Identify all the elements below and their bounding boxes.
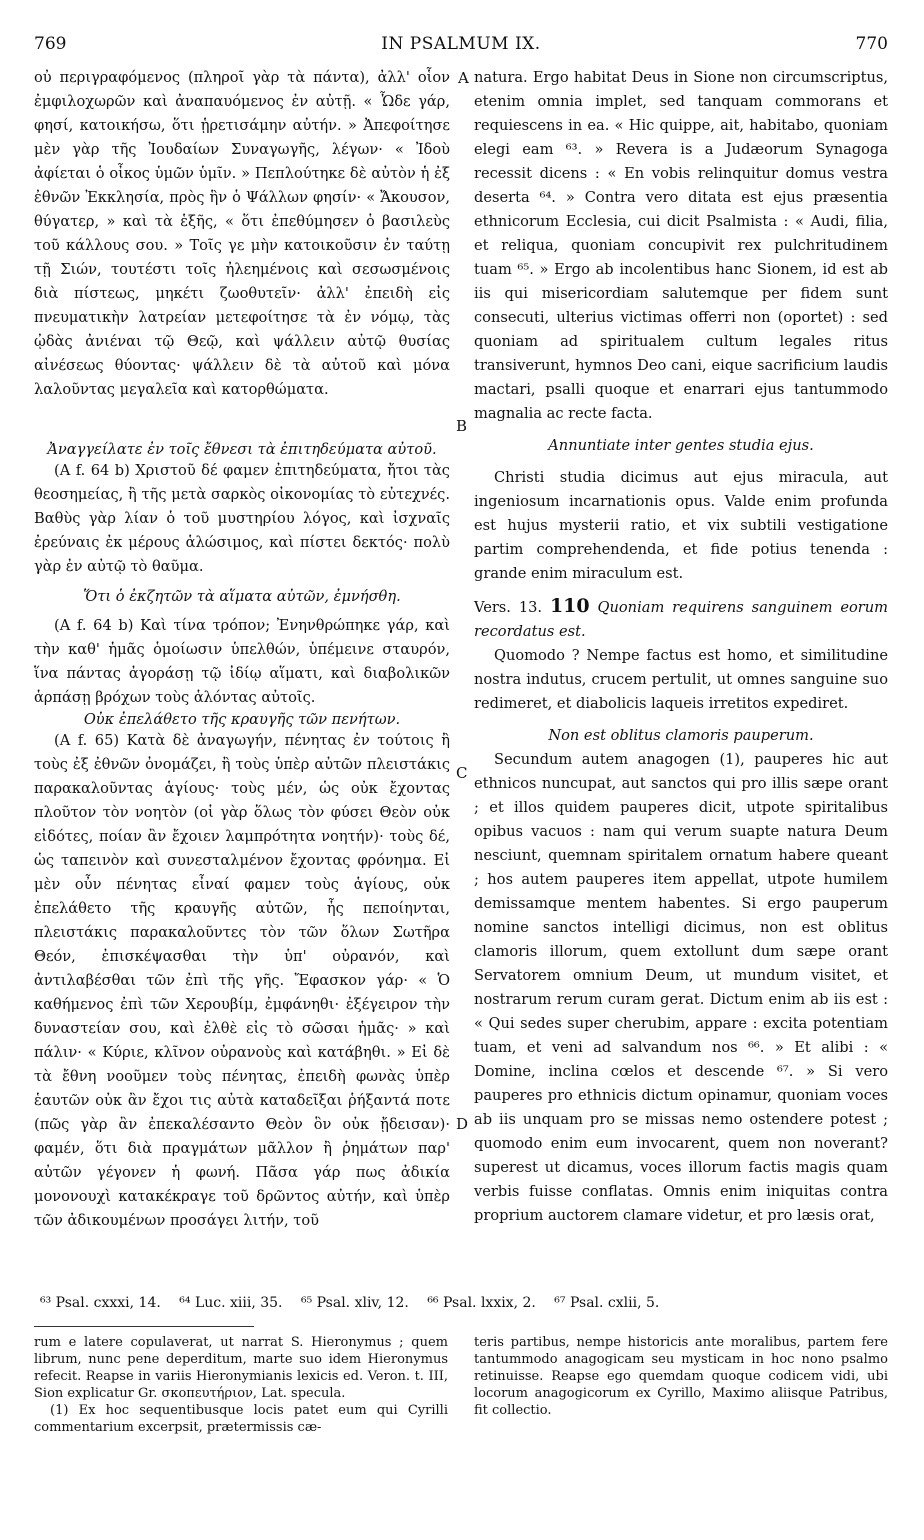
greek-paragraph-4: (A f. 65) Κατὰ δὲ ἀναγωγήν, πένητας ἐν τούτοις ἢ τοὺς ἐξ ἐθνῶν ὀνομάζει, ἢ τοὺς ὑπὲρ αὐτῶν πλειστάκις παρακαλοῦντας ἁγίους· τοὺς μέν, ὡς οὐκ ἔχοντας πλοῦτον τὸν νοητὸν (οἱ γὰρ ὅλως τὸν φύσει Θεὸν οὐκ εἰδότες, ποίαν ἂν ἔχοιεν λαμπρότητα νοητήν)· τοὺς δέ, ὡς ταπεινὸν καὶ συνεσταλμένον ἔχοντας φρόνημα. Εἰ μὲν οὖν πένητας εἶναί φαμεν τοὺς ἁγίους, οὐκ ἐπελάθετο τῆς κραυγῆς αὐτῶν, ἧς πεποίηνται, πλειστάκις παρακαλοῦντες τὸν τῶν ὅλων Σωτῆρα Θεόν, ἐπισκέψασθαι τὴν ὑπ' οὐρανόν, καὶ ἀντιλαβέσθαι τῶν ἐπὶ τῆς γῆς. Ἔφασκον γάρ· « Ὁ καθήμενος ἐπὶ τῶν Χερουβίμ, ἐμφάνηθι· ἐξέγειρον τὴν δυναστείαν σου, καὶ ἐλθὲ εἰς τὸ σῶσαι ἡμᾶς· » καὶ πάλιν· « Κύριε, κλῖνον οὐρανοὺς καὶ κατάβηθι. » Εἰ δὲ τὰ ἔθνη νοοῦμεν τοὺς πένητας, ἐπειδὴ φωνὰς ὑπὲρ ἑαυτῶν οὐκ ἂν ἔχοι τις αὐτὰ καταδεῖξαι ῥήξαντά ποτε (πῶς γὰρ ἂν ἐπεκαλέσαντο Θεὸν ὃν οὐκ ᾔδεισαν)· φαμέν, ὅτι διὰ πραγμάτων μᾶλλον ἢ ῥημάτων παρ' αὐτῶν γέγονεν ἡ φωνή. Πᾶσα γάρ πως ἀδικία μονονουχὶ κατακέκραγε τοῦ δρῶντος αὐτήν, καὶ ὑπὲρ τῶν ἀδικουμένων προσάγει λιτήν, τοῦ [34,732,450,1229]
latin-paragraph-1: natura. Ergo habitat Deus in Sione non circumscriptus, etenim omnia implet, sed tanquam commorans et requiescens in ea. « Hic quippe, ait, habitabo, quoniam elegi eam ⁶³. » Revera is a Judæorum Synagoga recessit dicens : « En vobis relinquitur domus vestra deserta ⁶⁴. » Contra vero ditata est ejus præsentia ethnicorum Ecclesia, cui dicit Psalmista : « Audi, filia, et reliqua, quoniam concupivit rex pulchritudinem tuam ⁶⁵. » Ergo ab incolentibus hanc Sionem, id est ab iis qui misericordiam salutemque per fidem sunt consecuti, ulterius victimas offerri non (oportet) : sed quoniam ad spiritualem cultum legales ritus transiverunt, hymnos Deo cani, eique sacrificium laudis mactari, psalli quoque et enarrari ejus tantummodo magnalia ac recte facta. [474,69,888,422]
greek-lemma-2: Ὅτι ὁ ἐκζητῶν τὰ αἵματα αὐτῶν, ἐμνήσθη. [83,588,401,605]
page-number-left: 769 [34,34,67,54]
verse-heading [474,594,888,644]
footnote-63: ⁶³ Psal. cxxxi, 14. [40,1295,161,1311]
margin-marker-d: D [456,1115,469,1133]
greek-lemma-1: Ἀναγγείλατε ἐν τοῖς ἔθνεσι τὰ ἐπιτηδεύματα αὐτοῦ. [47,441,437,458]
margin-marker-a: A [458,69,469,87]
footnote-67: ⁶⁷ Psal. cxlii, 5. [554,1295,660,1311]
footnote-references [40,1292,900,1314]
notes-left [34,1334,448,1436]
note-1-continued: teris partibus, nempe historicis ante moralibus, partem fere tantummodo anagogicam seu mysticam in hoc nono psalmo retinuisse. Reapse ego quemdam quoque codicem vidi, ubi locorum anagogicorum ex Cyrillo, Maximo aliisque Patribus, fit collectio. [474,1335,888,1418]
latin-paragraph-3: Quomodo ? Nempe factus est homo, et similitudine nostra indutus, crucem pertulit, ut omnes sanguine suo redimeret, et diabolicis laqueis irretitos expediret. [474,647,888,712]
note-1: (1) Ex hoc sequentibusque locis patet eum qui Cyrilli commentarium excerpsit, prætermissis cæ- [34,1403,448,1435]
greek-lemma-3: Οὐκ ἐπελάθετο τῆς κραυγῆς τῶν πενήτων. [83,711,401,728]
running-title: IN PSALMUM IX. [381,34,541,54]
notes-divider [34,1326,254,1327]
greek-paragraph-2: (A f. 64 b) Χριστοῦ δέ φαμεν ἐπιτηδεύματα, ἤτοι τὰς θεοσημείας, ἢ τῆς μετὰ σαρκὸς οἰκονομίας τὸ εὐτεχνές. Βαθὺς γὰρ λίαν ὁ τοῦ μυστηρίου λόγος, καὶ ἰσχναῖς ἐρεύναις ἐκ μέρους ἁλώσιμος, καὶ πίστει δεκτός· πολὺ γὰρ ἐν αὐτῷ τὸ θαῦμα. [34,462,450,575]
greek-column [34,66,450,1233]
note-left-continued: rum e latere copulaverat, ut narrat S. Hieronymus ; quem librum, nunc pene deperditum, marte suo idem Hieronymus refecit. Reapse in variis Hieronymianis lexicis ed. Veron. t. III, Sion explicatur Gr. σκοπευτήριον, Lat. specula. [34,1335,448,1401]
greek-paragraph-1: οὐ περιγραφόμενος (πληροῖ γὰρ τὰ πάντα), ἀλλ' οἷον ἐμφιλοχωρῶν καὶ ἀναπαυόμενος ἐν αὐτῇ. « Ὧδε γάρ, φησί, κατοικήσω, ὅτι ᾑρετισάμην αὐτήν. » Ἀπεφοίτησε μὲν γὰρ τῆς Ἰουδαίων Συναγωγῆς, λέγων· « Ἰδοὺ ἀφίεται ὁ οἶκος ὑμῶν ὑμῖν. » Πεπλούτηκε δὲ αὐτὸν ἡ ἐξ ἐθνῶν Ἐκκλησία, πρὸς ἣν ὁ Ψάλλων φησίν· « Ἄκουσον, θύγατερ, » καὶ τὰ ἑξῆς, « ὅτι ἐπεθύμησεν ὁ βασιλεὺς τοῦ κάλλους σου. » Τοῖς γε μὴν κατοικοῦσιν ἐν ταύτῃ τῇ Σιών, τουτέστι τοῖς ἠλεημένοις καὶ σεσωσμένοις διὰ πίστεως, μηκέτι ζωοθυτεῖν· ἀλλ' ἐπειδὴ εἰς πνευματικὴν λατρείαν μετεφοίτησε τὰ ἐν νόμῳ, τὰς ᾠδὰς ἀνιέναι τῷ Θεῷ, καὶ ψάλλειν αὐτῷ θυσίας αἰνέσεως θύοντας· ψάλλειν δὲ τὰ αὐτοῦ καὶ μόνα λαλοῦντας μεγαλεῖα καὶ κατορθώματα. [34,69,450,398]
verse-label: Vers. 13. [474,599,543,616]
latin-paragraph-4: Secundum autem anagogen (1), pauperes hic aut ethnicos nuncupat, aut sanctos qui pro illis sæpe orant ; et illos quidem pauperes dicit, utpote spiritalibus opibus vacuos : nam qui verum suapte natura Deum nesciunt, quemnam spiritalem ornatum habere queant ; hos autem pauperes item appellat, utpote humilem demissamque mentem habentes. Si ergo pauperum nomine sanctos intelligi dicimus, non est oblitus clamoris illorum, quem extollunt dum sæpe orant Servatorem omnium Deum, ut mundum visitet, et nostrarum rerum curam gerat. Dictum enim ab iis est : « Qui sedes super cherubim, appare : excita potentiam tuam, et veni ad salvandum nos ⁶⁶. » Et alibi : « Domine, inclina cœlos et descende ⁶⁷. » Si vero pauperes pro ethnicis dictum opinamur, quoniam voces ab iis unquam pro se missas nemo ostendere potest ; quomodo enim eum invocarent, quem non noverant? superest ut dicamus, voces illorum factis magis quam verbis fuisse conflatas. Omnis enim iniquitas contra proprium auctorem clamare videtur, et pro læsis orat, [474,751,888,1224]
latin-lemma-1: Annuntiate inter gentes studia ejus. [548,437,814,454]
running-header [34,34,888,58]
latin-lemma-3: Non est oblitus clamoris pauperum. [548,727,814,744]
latin-paragraph-2: Christi studia dicimus aut ejus miracula, aut ingeniosum incarnationis opus. Valde enim profunda est hujus mysterii ratio, et vix subtili vestigatione partim comprehendenda, et fide potius tenenda : grande enim miraculum est. [474,469,888,582]
footnote-66: ⁶⁶ Psal. lxxix, 2. [427,1295,536,1311]
footnote-64: ⁶⁴ Luc. xiii, 35. [179,1295,283,1311]
margin-marker-c: C [456,764,468,782]
greek-paragraph-3: (A f. 64 b) Καὶ τίνα τρόπον; Ἐνηνθρώπηκε γάρ, καὶ τὴν καθ' ἡμᾶς ὁμοίωσιν ὑπελθών, ὑπέμεινε σταυρόν, ἵνα πάντας ἀγοράσῃ τῷ ἰδίῳ αἵματι, καὶ διαβολικῶν ἁρπάσῃ βρόχων τοὺς ἁλόντας αὐτοῖς. [34,617,450,706]
margin-marker-b: B [456,417,468,435]
latin-column [474,66,888,1228]
column-number: 110 [549,595,590,617]
notes-right [474,1334,888,1419]
latin-lemma-2: Quoniam requirens sanguinem eorum recordatus est. [474,599,889,640]
footnote-65: ⁶⁵ Psal. xliv, 12. [300,1295,409,1311]
page-number-right: 770 [855,34,888,54]
